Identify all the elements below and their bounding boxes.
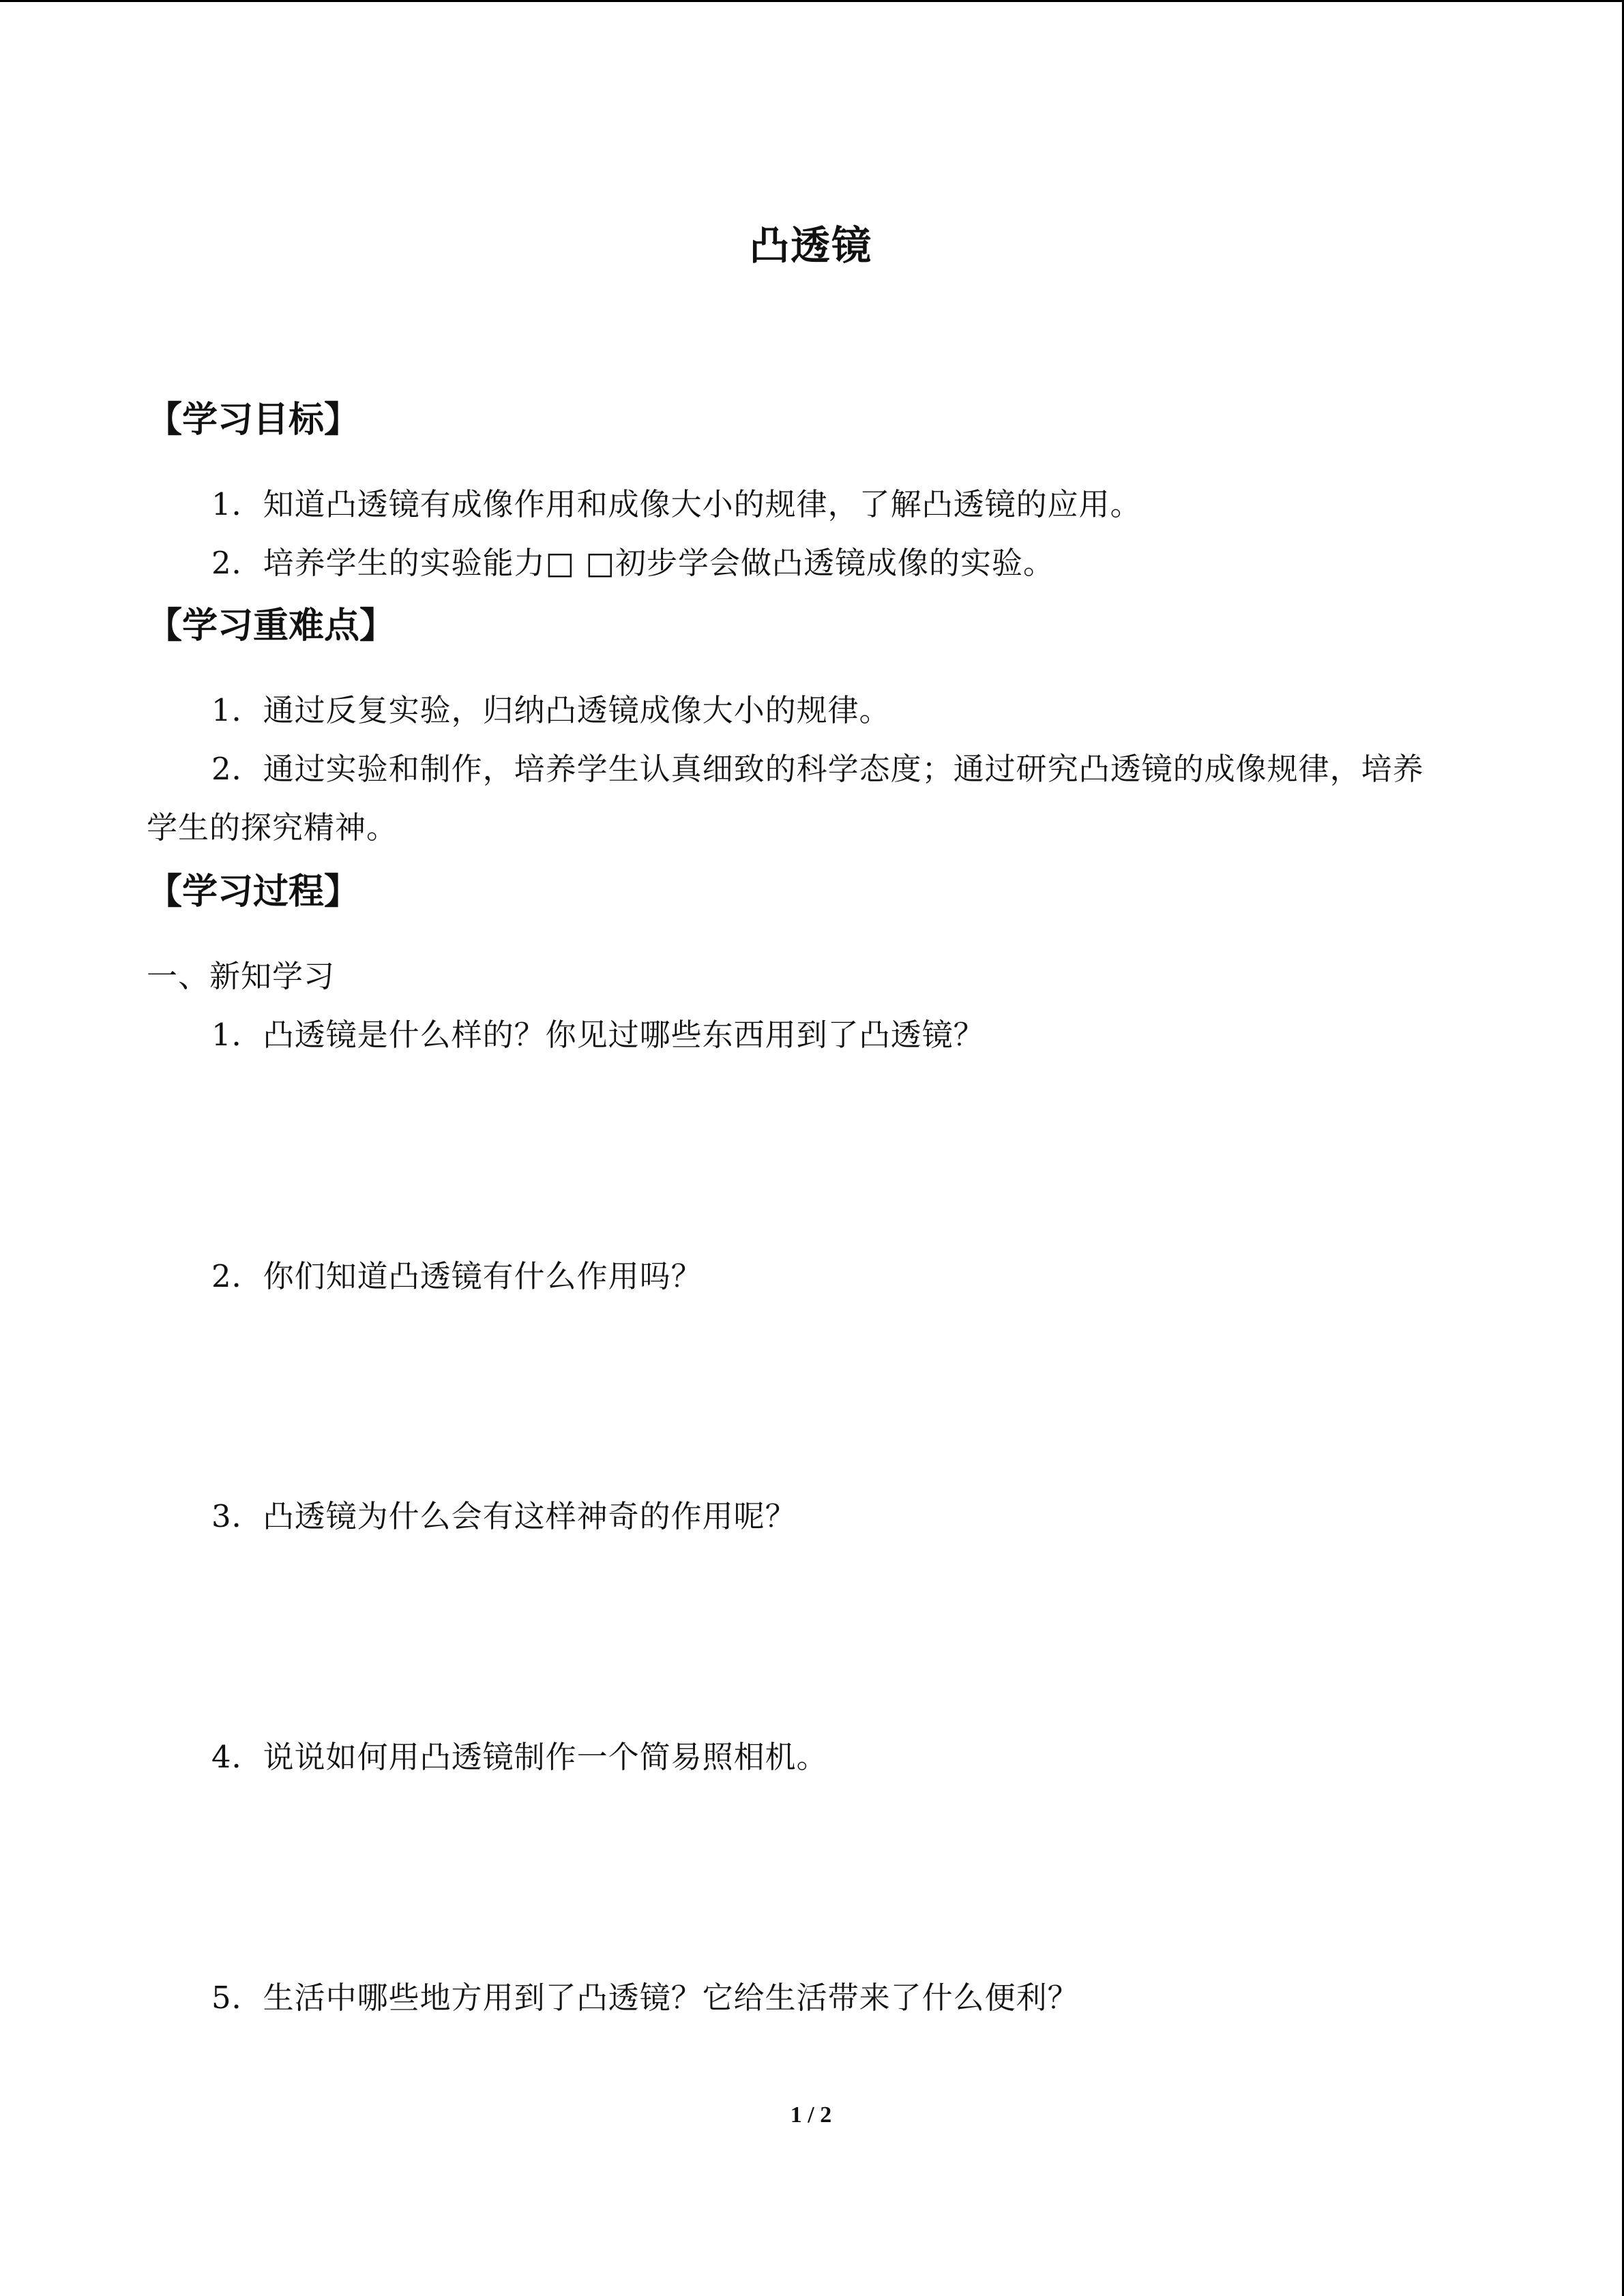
key-point-item-1: 1．通过反复实验，归纳凸透镜成像大小的规律。 [211, 692, 891, 728]
key-point-item-2-continued: 学生的探究精神。 [147, 809, 398, 846]
objective-item-2: 2．培养学生的实验能力□ □初步学会做凸透镜成像的实验。 [211, 545, 1054, 581]
document-title: 凸透镜 [749, 222, 872, 269]
question-4: 4．说说如何用凸透镜制作一个简易照相机。 [211, 1739, 828, 1775]
question-5: 5．生活中哪些地方用到了凸透镜？它给生活带来了什么便利？ [211, 1980, 1079, 2016]
key-points-heading: 【学习重难点】 [147, 606, 396, 646]
objective-item-1: 1．知道凸透镜有成像作用和成像大小的规律，了解凸透镜的应用。 [211, 486, 1142, 522]
process-subheading: 一、新知学习 [147, 958, 336, 994]
question-2: 2．你们知道凸透镜有什么作用吗？ [211, 1258, 703, 1294]
key-point-item-2: 2．通过实验和制作，培养学生认真细致的科学态度；通过研究凸透镜的成像规律，培养 [211, 751, 1424, 787]
page-number: 1 / 2 [790, 2102, 832, 2128]
question-1: 1．凸透镜是什么样的？你见过哪些东西用到了凸透镜？ [211, 1017, 985, 1053]
question-3: 3．凸透镜为什么会有这样神奇的作用呢？ [211, 1498, 797, 1534]
objectives-heading: 【学习目标】 [147, 400, 360, 441]
process-heading: 【学习过程】 [147, 871, 360, 912]
